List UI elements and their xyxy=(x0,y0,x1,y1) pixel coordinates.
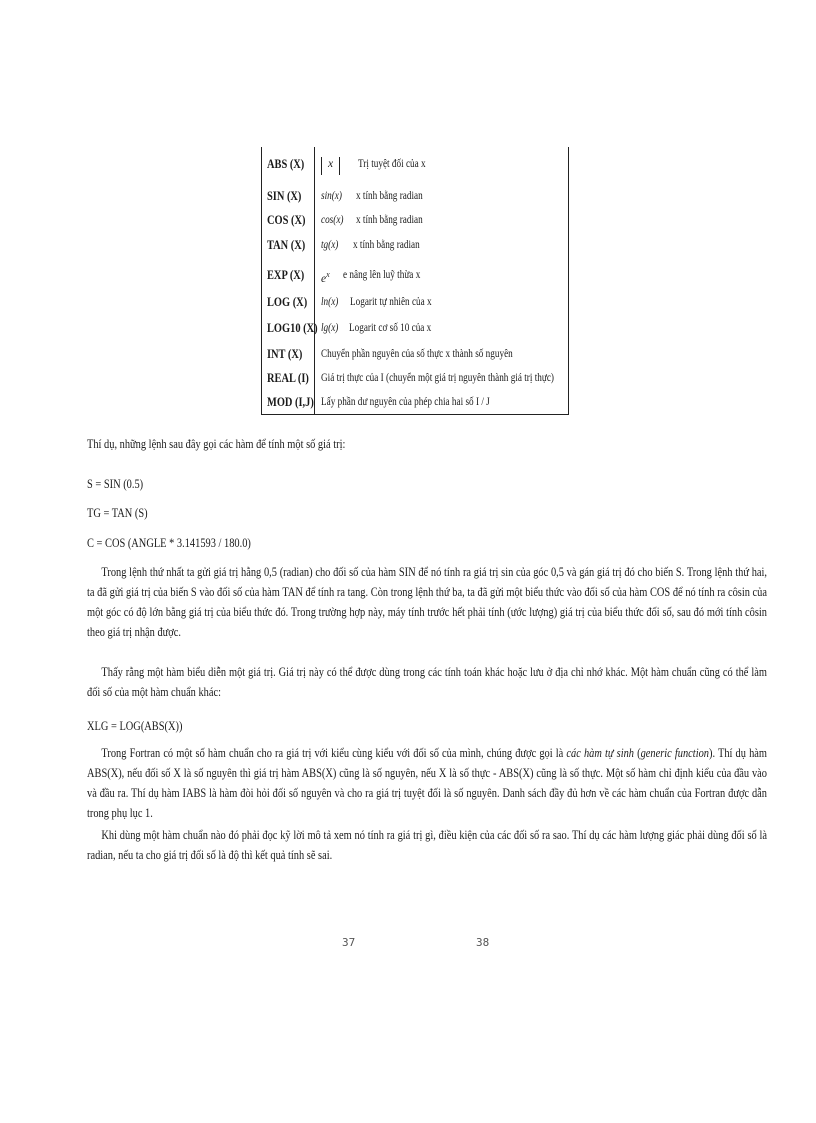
function-name: REAL (I) xyxy=(267,370,309,385)
function-name: TAN (X) xyxy=(267,237,306,252)
function-name: SIN (X) xyxy=(267,188,302,203)
function-math: cos(x) xyxy=(321,214,344,226)
function-name: LOG (X) xyxy=(267,294,308,309)
page-number-right: 38 xyxy=(476,936,490,949)
function-math: tg(x) xyxy=(321,239,339,251)
function-name: ABS (X) xyxy=(267,156,305,171)
table-row xyxy=(262,343,568,365)
function-table xyxy=(261,147,569,415)
function-desc: Chuyển phần nguyên của số thực x thành số nguyên xyxy=(321,348,513,360)
paragraph-1: Trong lệnh thứ nhất ta gửi giá trị hằng 0,5 (radian) cho đối số của hàm SIN để nó tính ra giá trị sin của góc 0,5 và gán giá trị đó cho biến S. Trong lệnh thứ hai, ta đã gửi giá trị của biến S vào đối số của hàm TAN để tính ra tang. Còn trong lệnh thứ ba, ta đã gửi một biểu thức vào đối số của hàm COS để nó tính ra côsin của một góc có độ lớn bằng giá trị của biểu thức đó. Trong trường hợp này, máy tính trước hết phải tính (ước lượng) giá trị của biểu thức đối số, sau đó mới tính côsin theo giá trị nhận được. xyxy=(87,564,767,639)
function-name: COS (X) xyxy=(267,212,306,227)
function-name: LOG10 (X) xyxy=(267,320,318,335)
paragraph-3: Trong Fortran có một số hàm chuẩn cho ra giá trị với kiểu cùng kiểu với đối số của mình, chúng được gọi là các hàm tự sinh (generic function). Thí dụ hàm ABS(X), nếu đối số X là số nguyên thì giá trị hàm ABS(X) cũng là số nguyên, nếu X là số thực - ABS(X) cũng là số thực. Một số hàm chỉ định kiểu của đầu vào và đầu ra. Thí dụ hàm IABS là hàm đòi hỏi đối số nguyên và cho ra giá trị tuyệt đối là số nguyên. Danh sách đầy đủ hơn về các hàm chuẩn của Fortran được dẫn trong phụ lục 1. xyxy=(87,745,767,820)
function-desc: x tính bằng radian xyxy=(356,214,423,226)
function-desc: Giá trị thực của I (chuyển một giá trị nguyên thành giá trị thực) xyxy=(321,372,555,384)
code-line: C = COS (ANGLE * 3.141593 / 180.0) xyxy=(87,535,251,550)
paragraph-4: Khi dùng một hàm chuẩn nào đó phải đọc kỹ lời mô tả xem nó tính ra giá trị gì, điều kiện của các đối số ra sao. Thí dụ các hàm lượng giác phải dùng đối số là radian, nếu ta cho giá trị đối số là độ thì kết quả tính sẽ sai. xyxy=(87,827,767,862)
function-name: INT (X) xyxy=(267,346,303,361)
paragraph-2: Thấy rằng một hàm biểu diễn một giá trị. Giá trị này có thể được dùng trong các tính toán khác hoặc lưu ở địa chỉ nhớ khác. Một hàm chuẩn cũng có thể làm đối số của một hàm chuẩn khác: xyxy=(87,664,767,699)
function-math: ln(x) xyxy=(321,296,339,308)
function-name: MOD (I,J) xyxy=(267,394,314,409)
table-row xyxy=(262,153,568,175)
function-name: EXP (X) xyxy=(267,267,305,282)
table-row xyxy=(262,185,568,207)
function-desc: x tính bằng radian xyxy=(353,239,420,251)
function-desc: Logarit tự nhiên của x xyxy=(350,296,432,308)
function-math: lg(x) xyxy=(321,322,339,334)
code-example: XLG = LOG(ABS(X)) xyxy=(87,718,183,733)
function-desc: x tính bằng radian xyxy=(356,190,423,202)
code-line: S = SIN (0.5) xyxy=(87,476,144,491)
function-desc: Lấy phần dư nguyên của phép chia hai số I / J xyxy=(321,396,490,408)
table-row xyxy=(262,391,568,413)
function-math: x xyxy=(321,153,340,175)
table-row xyxy=(262,291,568,313)
table-row xyxy=(262,317,568,339)
code-line: TG = TAN (S) xyxy=(87,505,148,520)
function-desc: e nâng lên luỹ thừa x xyxy=(343,269,421,281)
table-row xyxy=(262,234,568,256)
intro-text: Thí dụ, những lệnh sau đây gọi các hàm để tính một số giá trị: xyxy=(87,436,346,451)
function-desc: Trị tuyệt đối của x xyxy=(358,158,426,170)
table-row xyxy=(262,209,568,231)
table-row xyxy=(262,367,568,389)
page-number-left: 37 xyxy=(342,936,356,949)
function-math: sin(x) xyxy=(321,190,342,202)
function-desc: Logarit cơ số 10 của x xyxy=(349,322,432,334)
function-math: $e^x$ xyxy=(321,270,330,285)
table-row xyxy=(262,264,568,286)
